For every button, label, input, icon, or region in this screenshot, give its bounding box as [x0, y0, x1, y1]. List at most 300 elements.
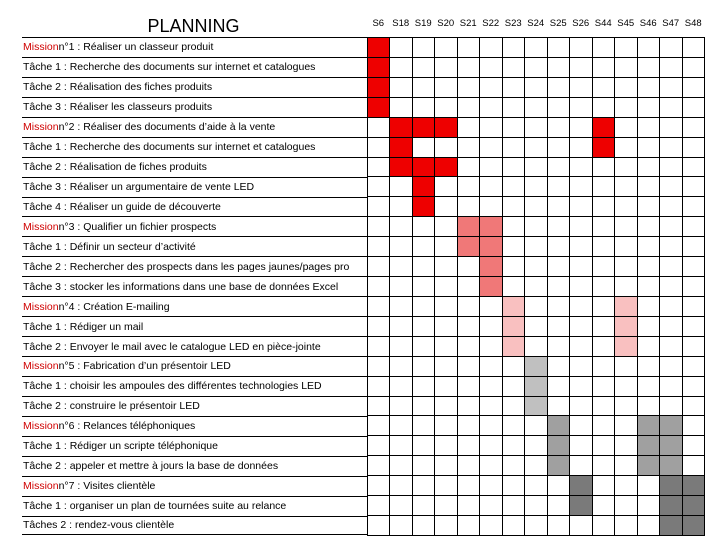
gantt-cell-filled — [390, 158, 412, 178]
gantt-cell-filled — [480, 277, 502, 297]
gantt-cell — [458, 337, 480, 357]
gantt-cell — [570, 397, 592, 417]
gantt-cell — [660, 58, 682, 78]
gantt-cell — [615, 436, 637, 456]
week-label: S46 — [639, 18, 657, 29]
task-row-label — [22, 137, 367, 157]
gantt-cell — [435, 138, 457, 158]
gantt-cell — [615, 277, 637, 297]
gantt-cell — [660, 38, 682, 58]
gantt-cell — [435, 357, 457, 377]
gantt-cell — [458, 416, 480, 436]
gantt-cell — [503, 377, 525, 397]
task-row-label — [22, 256, 367, 276]
gantt-cell — [615, 217, 637, 237]
week-label: S25 — [549, 18, 567, 29]
gantt-cell — [413, 436, 435, 456]
gantt-cell — [548, 58, 570, 78]
gantt-cell — [615, 138, 637, 158]
gantt-cell — [548, 357, 570, 377]
gantt-cell — [570, 317, 592, 337]
row-text: Tâche 1 : Rédiger un mail — [23, 320, 144, 333]
gantt-cell-filled — [615, 297, 637, 317]
gantt-cell — [435, 78, 457, 98]
gantt-cell — [458, 78, 480, 98]
gantt-cell — [458, 277, 480, 297]
gantt-cell-filled — [638, 416, 660, 436]
task-row-label — [22, 516, 367, 536]
mission-row-label — [22, 356, 367, 376]
gantt-cell — [368, 158, 390, 178]
gantt-cell — [390, 436, 412, 456]
gantt-cell — [548, 118, 570, 138]
gantt-cell-filled — [368, 78, 390, 98]
week-label: S21 — [459, 18, 477, 29]
row-text: n°6 : Relances téléphoniques — [58, 420, 196, 433]
gantt-cell — [615, 397, 637, 417]
gantt-cell — [570, 357, 592, 377]
week-label: S24 — [527, 18, 545, 29]
mission-row-label — [22, 476, 367, 496]
gantt-cell — [480, 397, 502, 417]
row-text: n°1 : Réaliser un classeur produit — [58, 41, 214, 54]
gantt-cell-filled — [458, 217, 480, 237]
gantt-cell — [525, 436, 547, 456]
task-row-label — [22, 177, 367, 197]
gantt-cell-filled — [390, 138, 412, 158]
row-text: Tâche 3 : Réaliser un argumentaire de vente LED — [23, 181, 255, 194]
gantt-cell — [660, 337, 682, 357]
task-row-label — [22, 57, 367, 77]
gantt-cell — [480, 38, 502, 58]
gantt-cell — [660, 177, 682, 197]
gantt-cell — [683, 317, 705, 337]
gantt-cell-filled — [368, 58, 390, 78]
gantt-cell — [413, 397, 435, 417]
gantt-cell-filled — [435, 158, 457, 178]
gantt-cell — [525, 158, 547, 178]
gantt-cell — [683, 98, 705, 118]
gantt-cell — [413, 277, 435, 297]
gantt-cell — [390, 58, 412, 78]
gantt-cell — [525, 138, 547, 158]
gantt-cell — [503, 217, 525, 237]
row-text: n°7 : Visites clientèle — [58, 480, 156, 493]
week-label: S18 — [392, 18, 410, 29]
mission-keyword: Mission — [23, 480, 59, 493]
gantt-cell — [458, 118, 480, 138]
gantt-cell — [683, 158, 705, 178]
gantt-cell — [638, 476, 660, 496]
gantt-cell-filled — [525, 377, 547, 397]
gantt-cell — [390, 177, 412, 197]
gantt-cell-filled — [525, 397, 547, 417]
gantt-cell — [638, 297, 660, 317]
gantt-cell — [480, 58, 502, 78]
gantt-cell — [638, 257, 660, 277]
gantt-cell-filled — [593, 118, 615, 138]
task-row-label — [22, 396, 367, 416]
row-text: Tâche 2 : appeler et mettre à jours la base de données — [23, 460, 279, 473]
gantt-cell — [548, 237, 570, 257]
gantt-cell — [593, 78, 615, 98]
gantt-cell — [458, 158, 480, 178]
gantt-cell — [503, 416, 525, 436]
gantt-cell-filled — [413, 197, 435, 217]
gantt-cell — [503, 476, 525, 496]
gantt-cell — [435, 416, 457, 436]
mission-row-label — [22, 216, 367, 236]
gantt-cell — [435, 496, 457, 516]
gantt-cell — [368, 456, 390, 476]
gantt-cell — [683, 58, 705, 78]
gantt-cell — [413, 476, 435, 496]
gantt-cell — [525, 476, 547, 496]
gantt-cell — [593, 217, 615, 237]
row-text: Tâche 2 : construire le présentoir LED — [23, 400, 200, 413]
gantt-cell — [390, 516, 412, 536]
gantt-cell — [458, 397, 480, 417]
gantt-cell — [615, 58, 637, 78]
mission-row-label — [22, 117, 367, 137]
task-row-label — [22, 316, 367, 336]
gantt-cell — [413, 38, 435, 58]
gantt-cell — [480, 416, 502, 436]
gantt-cell — [593, 436, 615, 456]
task-list — [22, 37, 367, 535]
gantt-cell — [390, 476, 412, 496]
gantt-cell — [548, 337, 570, 357]
gantt-cell — [615, 177, 637, 197]
gantt-cell — [525, 177, 547, 197]
gantt-cell — [683, 357, 705, 377]
gantt-cell — [480, 317, 502, 337]
gantt-cell — [503, 436, 525, 456]
gantt-cell — [525, 416, 547, 436]
gantt-cell — [480, 456, 502, 476]
row-text: Tâche 1 : Recherche des documents sur internet et catalogues — [23, 141, 316, 154]
gantt-cell — [525, 78, 547, 98]
gantt-cell-filled — [390, 118, 412, 138]
gantt-cell — [368, 118, 390, 138]
gantt-cell — [525, 337, 547, 357]
planning-title: PLANNING — [147, 16, 240, 36]
gantt-cell — [368, 357, 390, 377]
gantt-cell — [480, 516, 502, 536]
gantt-cell — [660, 158, 682, 178]
gantt-cell-filled — [683, 496, 705, 516]
gantt-cell — [638, 377, 660, 397]
gantt-cell-filled — [615, 337, 637, 357]
gantt-cell-filled — [548, 436, 570, 456]
gantt-cell-filled — [368, 38, 390, 58]
gantt-cell-filled — [525, 357, 547, 377]
task-row-label — [22, 276, 367, 296]
gantt-cell — [390, 78, 412, 98]
gantt-cell — [413, 377, 435, 397]
gantt-cell — [615, 476, 637, 496]
gantt-cell — [683, 397, 705, 417]
gantt-cell — [593, 516, 615, 536]
gantt-cell-filled — [480, 257, 502, 277]
gantt-cell-filled — [660, 496, 682, 516]
gantt-cell — [660, 197, 682, 217]
row-text: Tâches 2 : rendez-vous clientèle — [23, 519, 175, 532]
mission-row-label — [22, 416, 367, 436]
gantt-cell — [480, 158, 502, 178]
gantt-cell — [503, 38, 525, 58]
gantt-cell — [480, 337, 502, 357]
gantt-cell — [458, 297, 480, 317]
gantt-cell — [458, 58, 480, 78]
row-text: Tâche 2 : Réalisation des fiches produits — [23, 81, 213, 94]
gantt-cell — [525, 38, 547, 58]
task-row-label — [22, 77, 367, 97]
gantt-cell-filled — [435, 118, 457, 138]
gantt-cell — [435, 476, 457, 496]
row-text: Tâche 2 : Rechercher des prospects dans les pages jaunes/pages pro — [23, 260, 350, 273]
gantt-cell — [525, 456, 547, 476]
row-text: Tâche 1 : Rédiger un scripte téléphonique — [23, 440, 218, 453]
gantt-cell — [593, 317, 615, 337]
gantt-cell — [368, 297, 390, 317]
gantt-cell — [593, 98, 615, 118]
gantt-cell — [593, 277, 615, 297]
gantt-cell — [660, 297, 682, 317]
gantt-cell — [390, 416, 412, 436]
gantt-cell — [638, 397, 660, 417]
mission-keyword: Mission — [23, 420, 59, 433]
gantt-cell — [390, 496, 412, 516]
gantt-cell — [660, 78, 682, 98]
gantt-cell — [368, 377, 390, 397]
gantt-cell — [435, 197, 457, 217]
gantt-cell — [570, 78, 592, 98]
gantt-cell — [503, 237, 525, 257]
week-header — [367, 12, 705, 36]
row-text: n°2 : Réaliser des documents d’aide à la vente — [58, 121, 276, 134]
gantt-cell — [615, 357, 637, 377]
row-text: Tâche 1 : choisir les ampoules des différentes technologies LED — [23, 380, 322, 393]
task-row-label — [22, 496, 367, 516]
gantt-cell-filled — [660, 436, 682, 456]
gantt-cell — [548, 98, 570, 118]
gantt-cell — [570, 456, 592, 476]
gantt-cell — [413, 416, 435, 436]
task-row-label — [22, 336, 367, 356]
gantt-cell — [570, 337, 592, 357]
row-text: n°4 : Création E-mailing — [58, 300, 170, 313]
gantt-cell — [413, 237, 435, 257]
gantt-cell-filled — [548, 456, 570, 476]
gantt-cell-filled — [480, 237, 502, 257]
gantt-cell — [435, 317, 457, 337]
gantt-cell — [503, 257, 525, 277]
gantt-cell — [390, 456, 412, 476]
row-text: Tâche 3 : stocker les informations dans une base de données Excel — [23, 280, 339, 293]
gantt-cell — [570, 257, 592, 277]
gantt-cell — [480, 98, 502, 118]
task-row-label — [22, 97, 367, 117]
gantt-cell — [525, 297, 547, 317]
gantt-cell — [548, 78, 570, 98]
row-text: n°3 : Qualifier un fichier prospects — [58, 220, 217, 233]
gantt-cell — [615, 78, 637, 98]
gantt-cell — [548, 476, 570, 496]
gantt-cell — [435, 257, 457, 277]
mission-keyword: Mission — [23, 360, 59, 373]
gantt-cell — [435, 297, 457, 317]
gantt-cell — [548, 277, 570, 297]
gantt-cell — [638, 158, 660, 178]
gantt-cell — [683, 337, 705, 357]
gantt-cell — [435, 217, 457, 237]
gantt-cell — [503, 58, 525, 78]
gantt-cell — [638, 58, 660, 78]
gantt-grid — [367, 37, 705, 536]
task-row-label — [22, 197, 367, 217]
gantt-cell — [683, 38, 705, 58]
gantt-cell-filled — [660, 416, 682, 436]
gantt-cell — [435, 397, 457, 417]
gantt-cell — [660, 317, 682, 337]
gantt-cell — [683, 78, 705, 98]
gantt-cell — [368, 397, 390, 417]
gantt-cell — [548, 516, 570, 536]
gantt-cell — [548, 257, 570, 277]
mission-row-label — [22, 296, 367, 316]
gantt-cell — [683, 177, 705, 197]
task-row-label — [22, 376, 367, 396]
row-text: Tâche 4 : Réaliser un guide de découverte — [23, 200, 221, 213]
gantt-cell — [683, 297, 705, 317]
gantt-cell — [548, 496, 570, 516]
gantt-cell — [638, 197, 660, 217]
gantt-cell — [435, 237, 457, 257]
gantt-cell — [368, 138, 390, 158]
gantt-cell — [615, 98, 637, 118]
gantt-cell — [390, 337, 412, 357]
week-label: S19 — [414, 18, 432, 29]
gantt-cell — [390, 197, 412, 217]
gantt-cell — [638, 496, 660, 516]
gantt-cell — [570, 217, 592, 237]
gantt-cell — [435, 516, 457, 536]
gantt-cell — [413, 78, 435, 98]
gantt-cell — [593, 416, 615, 436]
gantt-cell — [570, 237, 592, 257]
week-label: S48 — [684, 18, 702, 29]
gantt-cell — [413, 456, 435, 476]
week-label: S44 — [594, 18, 612, 29]
gantt-cell — [525, 197, 547, 217]
gantt-cell-filled — [503, 337, 525, 357]
gantt-cell — [458, 98, 480, 118]
gantt-cell-filled — [548, 416, 570, 436]
gantt-cell — [683, 377, 705, 397]
gantt-cell-filled — [660, 456, 682, 476]
gantt-cell — [390, 98, 412, 118]
gantt-cell — [683, 257, 705, 277]
gantt-cell — [570, 58, 592, 78]
gantt-cell — [570, 277, 592, 297]
gantt-cell — [390, 257, 412, 277]
gantt-cell — [570, 38, 592, 58]
gantt-cell — [368, 416, 390, 436]
mission-keyword: Mission — [23, 220, 59, 233]
gantt-cell — [660, 257, 682, 277]
gantt-cell — [638, 277, 660, 297]
gantt-cell — [480, 297, 502, 317]
gantt-cell — [435, 58, 457, 78]
gantt-cell — [570, 158, 592, 178]
gantt-cell — [638, 237, 660, 257]
gantt-cell — [458, 357, 480, 377]
gantt-cell — [503, 516, 525, 536]
gantt-cell — [638, 337, 660, 357]
row-text: Tâche 1 : Définir un secteur d’activité — [23, 240, 196, 253]
week-label: S47 — [662, 18, 680, 29]
gantt-cell-filled — [368, 98, 390, 118]
gantt-cell — [593, 177, 615, 197]
gantt-cell — [638, 98, 660, 118]
gantt-cell — [525, 217, 547, 237]
gantt-cell-filled — [458, 237, 480, 257]
gantt-cell — [480, 436, 502, 456]
gantt-cell — [525, 118, 547, 138]
gantt-cell — [660, 118, 682, 138]
gantt-cell — [660, 237, 682, 257]
gantt-cell — [368, 476, 390, 496]
gantt-cell — [458, 138, 480, 158]
gantt-cell-filled — [503, 317, 525, 337]
gantt-cell — [593, 257, 615, 277]
gantt-cell — [638, 38, 660, 58]
gantt-cell — [390, 397, 412, 417]
gantt-cell — [548, 297, 570, 317]
gantt-cell — [548, 177, 570, 197]
gantt-cell — [570, 138, 592, 158]
gantt-cell — [638, 357, 660, 377]
gantt-cell-filled — [683, 476, 705, 496]
gantt-cell — [593, 38, 615, 58]
gantt-cell — [660, 397, 682, 417]
mission-keyword: Mission — [23, 300, 59, 313]
row-text: Tâche 3 : Réaliser les classeurs produits — [23, 101, 213, 114]
gantt-cell-filled — [615, 317, 637, 337]
gantt-cell-filled — [413, 118, 435, 138]
gantt-cell — [525, 516, 547, 536]
gantt-cell — [615, 377, 637, 397]
gantt-cell — [660, 138, 682, 158]
gantt-cell — [593, 476, 615, 496]
gantt-cell — [458, 317, 480, 337]
gantt-cell-filled — [413, 158, 435, 178]
gantt-cell — [683, 197, 705, 217]
gantt-cell — [570, 197, 592, 217]
gantt-cell — [548, 377, 570, 397]
gantt-cell — [503, 197, 525, 217]
week-label: S26 — [572, 18, 590, 29]
gantt-cell — [413, 297, 435, 317]
gantt-cell — [368, 317, 390, 337]
gantt-cell — [525, 58, 547, 78]
gantt-cell — [638, 317, 660, 337]
gantt-cell — [458, 38, 480, 58]
gantt-cell — [413, 317, 435, 337]
gantt-cell — [638, 138, 660, 158]
gantt-cell — [413, 357, 435, 377]
